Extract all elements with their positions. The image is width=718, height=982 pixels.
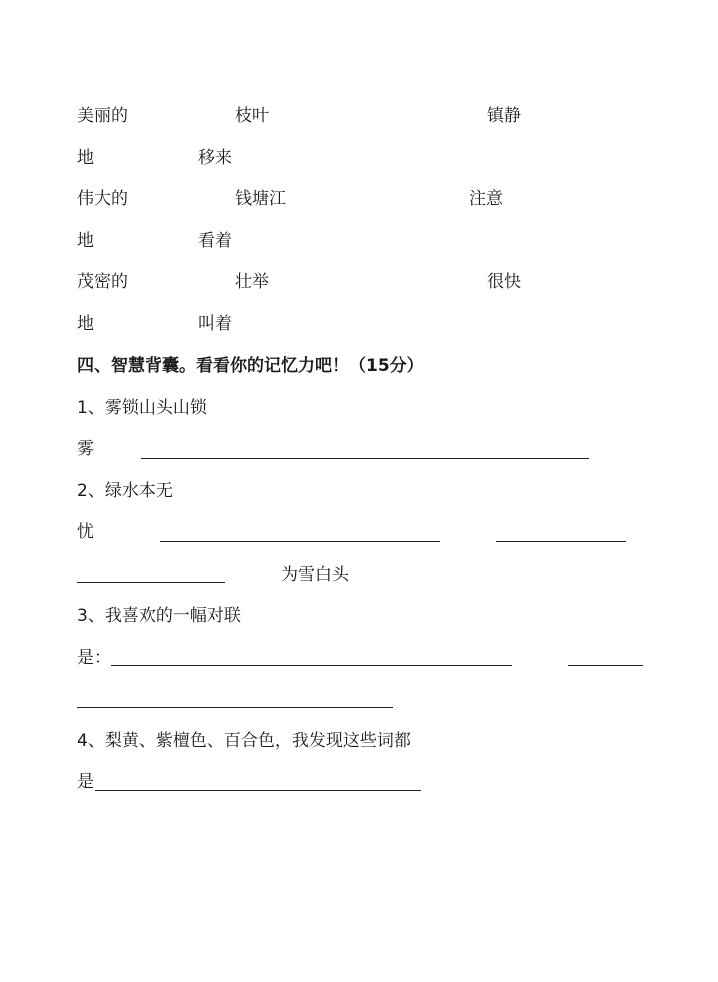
question-1-prompt: 1、雾锁山头山锁 [77,398,207,418]
question-4-prompt: 4、梨黄、紫檀色、百合色，我发现这些词都 [77,731,411,751]
question-4-lead: 是 [77,772,94,792]
word-meilide: 美丽的 [77,106,128,126]
word-yilai: 移来 [198,148,232,168]
word-kanzhe: 看着 [198,231,232,251]
question-1-lead: 雾 [77,439,94,459]
answer-blank-3c[interactable] [77,707,393,708]
word-di-2: 地 [77,231,94,251]
answer-blank-3a[interactable] [111,665,512,666]
word-di-3: 地 [77,314,94,334]
question-2-tail: 为雪白头 [281,565,349,585]
word-zhiye: 枝叶 [235,106,269,126]
word-zhuyi: 注意 [469,189,503,209]
question-3-prompt: 3、我喜欢的一幅对联 [77,606,241,626]
section-heading: 四、智慧背囊。看看你的记忆力吧！（15分） [77,356,424,376]
word-zhenjing: 镇静 [487,106,521,126]
question-2-lead: 忧 [77,522,94,542]
answer-blank-4[interactable] [95,790,421,791]
answer-blank-2a[interactable] [160,541,440,542]
word-zhuangju: 壮举 [235,272,269,292]
answer-blank-2b[interactable] [496,541,626,542]
answer-blank-2c[interactable] [77,582,225,583]
word-weidade: 伟大的 [77,189,128,209]
word-jiaozhe: 叫着 [198,314,232,334]
answer-blank-1[interactable] [141,458,589,459]
question-3-lead: 是： [77,648,111,668]
word-maomide: 茂密的 [77,272,128,292]
word-qiantangjiang: 钱塘江 [235,189,286,209]
word-henkuai: 很快 [487,272,521,292]
question-2-prompt: 2、绿水本无 [77,481,173,501]
word-di-1: 地 [77,148,94,168]
answer-blank-3b[interactable] [568,665,643,666]
